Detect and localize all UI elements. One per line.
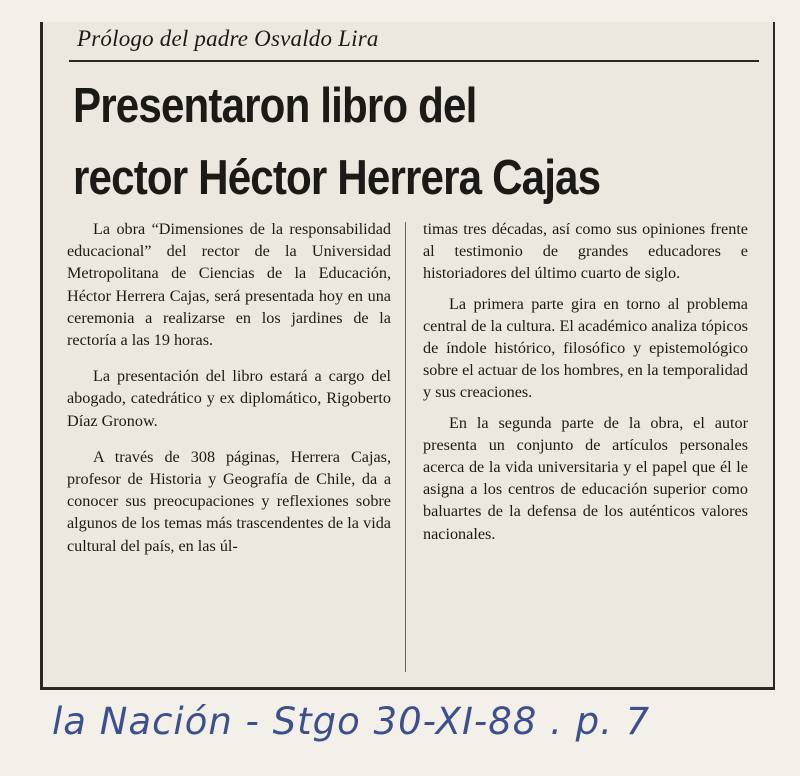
paragraph: En la segunda parte de la obra, el autor presenta un conjunto de artículos personales acerca de la vida universitaria y el papel que él le asigna a los centros de educación superior como baluartes de la defensa de los auténticos valores nacionales.: [423, 413, 748, 543]
paragraph: La presentación del libro estará a cargo del abogado, catedrático y ex diplomático, Rigoberto Díaz Gronow.: [67, 367, 391, 430]
column-divider: [405, 222, 406, 672]
article-kicker: Prólogo del padre Osvaldo Lira: [77, 26, 379, 51]
newspaper-clipping: [40, 22, 775, 690]
headline-line-1: Presentaron libro del: [73, 79, 477, 133]
article-column-left: [67, 218, 391, 557]
article-headline: [73, 70, 675, 214]
kicker-rule: [69, 60, 759, 62]
paragraph: La obra “Dimensiones de la responsabilidad educacional” del rector de la Universidad Metropolitana de Ciencias de la Educación, Héctor Herrera Cajas, será presentada hoy en una ceremonia a realizarse en los jardines de la rectoría a las 19 horas.: [67, 220, 391, 350]
paragraph: La primera parte gira en torno al problema central de la cultura. El académico analiza tópicos de índole histórico, filosófico y epistemológico sobre el actuar de los hombres, en la temporalidad y sus creaciones.: [423, 294, 748, 402]
paragraph: timas tres décadas, así como sus opiniones frente al testimonio de grandes educadores e historiadores del último cuarto de siglo.: [423, 220, 748, 283]
article-column-right: [423, 218, 748, 545]
paragraph: A través de 308 páginas, Herrera Cajas, profesor de Historia y Geografía de Chile, da a conocer sus preocupaciones y reflexiones sobre algunos de los temas más trascendentes de la vida cultural del país, en las úl-: [67, 447, 391, 555]
headline-line-2: rector Héctor Herrera Cajas: [73, 151, 601, 205]
handwritten-source-note: la Nación - Stgo 30-XI-88 . p. 7: [52, 700, 651, 743]
